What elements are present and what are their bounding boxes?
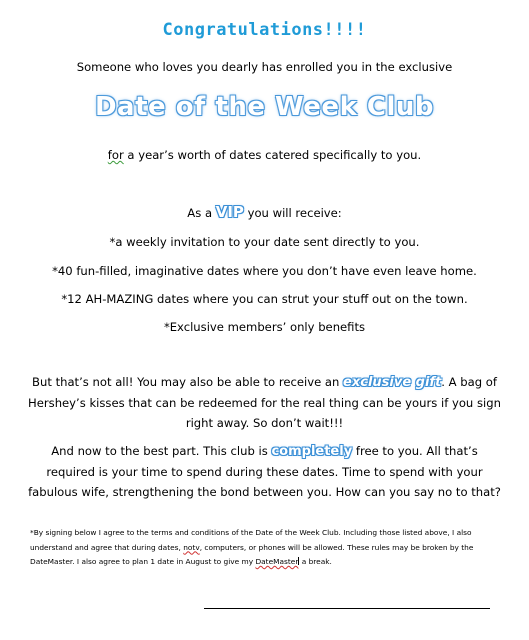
signature-line[interactable]: [204, 608, 490, 609]
vip-line: [0, 203, 529, 221]
fine-line-3: [30, 555, 510, 570]
fine-line-2: [30, 541, 510, 556]
gift-line-2: Hershey’s kisses that can be redeemed for the real thing can be yours if you sign: [28, 396, 501, 410]
best-pre: And now to the best part. This club is: [51, 444, 272, 458]
best-post: free to you. All that’s: [352, 444, 478, 458]
benefit-item: *12 AH-MAZING dates where you can strut your stuff out on the town.: [61, 292, 468, 306]
vip-prefix: As a: [187, 206, 216, 220]
best-part-paragraph: [0, 441, 529, 502]
fine-line-3-misspelled: DateMaster: [255, 557, 299, 566]
benefit-item: *40 fun-filled, imaginative dates where you don’t have even leave home.: [52, 264, 477, 278]
fine-print: [30, 526, 510, 570]
enrolled-line: Someone who loves you dearly has enrolled you in the exclusive: [76, 60, 453, 74]
fine-line-1: *By signing below I agree to the terms and conditions of the Date of the Week Club. Including those listed above, I also: [30, 528, 472, 537]
gift-paragraph: [0, 372, 529, 433]
best-line-2: required is your time to spend during these dates. Time to spend with your: [46, 465, 483, 479]
completely-highlight: completely: [271, 444, 353, 459]
congratulations-heading: Congratulations!!!!: [162, 20, 367, 40]
catered-line: [0, 148, 529, 162]
gift-post: . A bag of: [441, 375, 497, 389]
fine-line-2-post: , computers, or phones will be allowed. These rules may be broken by the: [199, 542, 474, 552]
catered-text: a year’s worth of dates catered specifically to you.: [123, 148, 422, 162]
gift-line-3: right away. So don’t wait!!!: [185, 416, 344, 430]
for-word: for: [107, 148, 124, 162]
best-line-1: [0, 441, 529, 462]
benefit-item: *Exclusive members’ only benefits: [163, 320, 366, 334]
exclusive-gift-highlight: exclusive gift: [343, 375, 442, 390]
fine-line-2-pre: understand and agree that during dates,: [30, 542, 184, 552]
best-line-3: fabulous wife, strengthening the bond between you. How can you say no to that?: [28, 485, 501, 499]
gift-pre: But that’s not all! You may also be able to receive an: [32, 375, 344, 389]
vip-suffix: you will receive:: [243, 206, 342, 220]
fine-line-3-pre: DateMaster. I also agree to plan 1 date in August to give my: [30, 557, 256, 566]
club-name-title: Date of the Week Club: [94, 92, 435, 122]
vip-word: VIP: [215, 203, 244, 221]
gift-line-1: [0, 372, 529, 393]
fine-line-3-post: a break.: [299, 557, 332, 566]
fine-line-2-misspelled: notv: [183, 542, 200, 552]
benefit-item: *a weekly invitation to your date sent directly to you.: [109, 235, 420, 249]
